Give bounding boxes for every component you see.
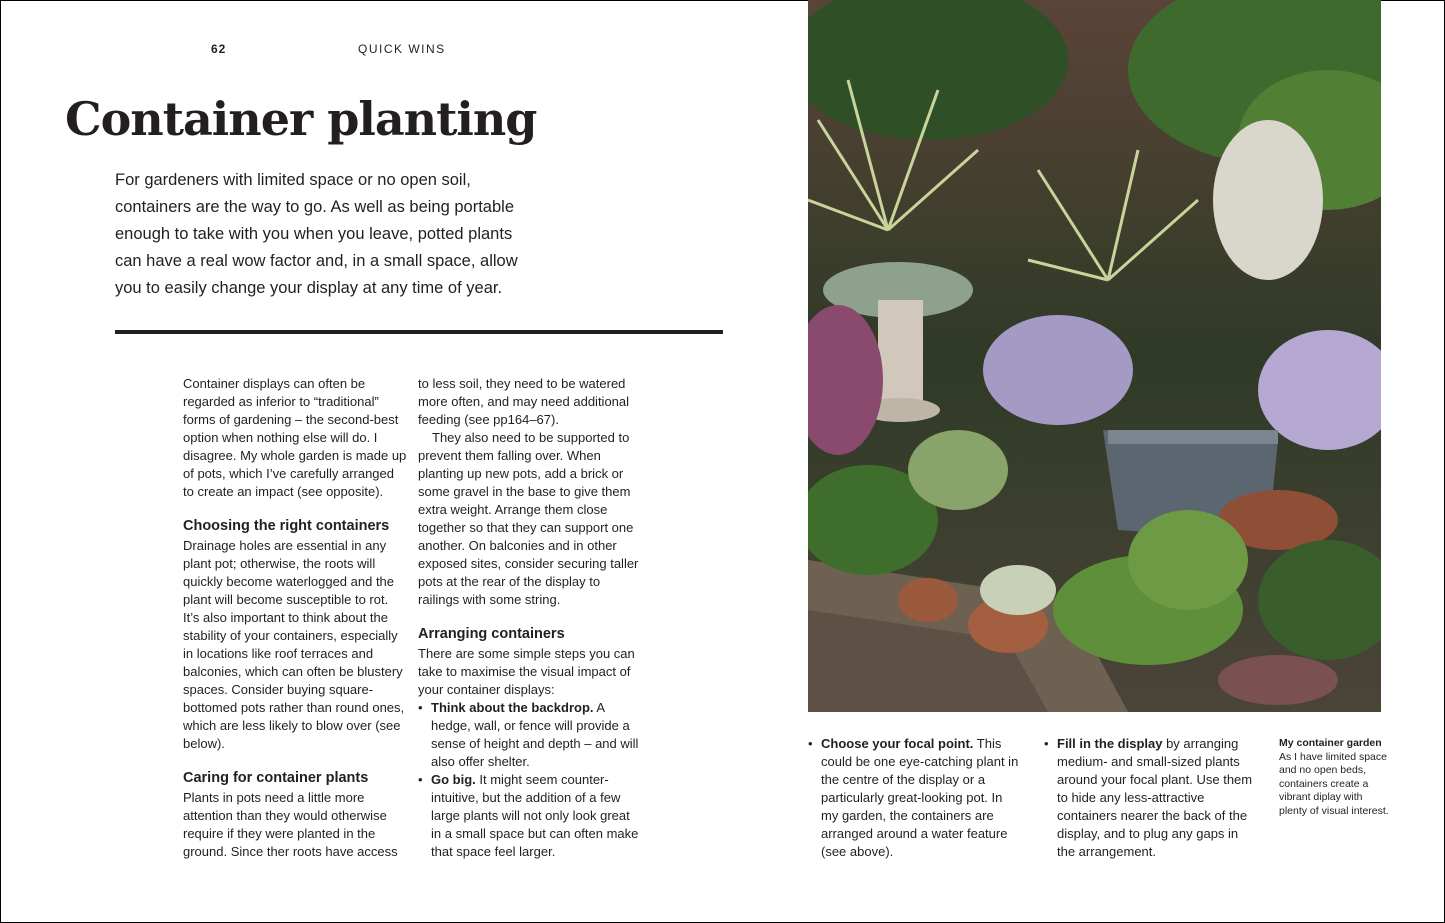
body-paragraph: There are some simple steps you can take to maximise the visual impact of your container displays:: [418, 646, 635, 697]
tips-list: [1044, 735, 1254, 861]
tips-list: [418, 699, 640, 861]
photo-notes-column-1: [808, 735, 1023, 861]
tip-text: A hedge, wall, or fence will provide a sense of height and depth – and will also offer shelter.: [431, 700, 639, 769]
tip-text: by arranging medium- and small-sized plants around your focal plant. Use them to hide any less-attractive containers nearer the back of the display, and to plug any gaps in the arrangement.: [1057, 736, 1253, 859]
tip-text: It might seem counter-intuitive, but the addition of a few large plants will not only look great in a small space but can often make that space feel larger.: [431, 772, 639, 859]
page-title: Container planting: [65, 92, 537, 146]
tip-title: Go big.: [431, 772, 476, 787]
caption-title: My container garden: [1279, 737, 1382, 749]
body-column-2: [418, 375, 640, 861]
list-item: [808, 735, 1023, 861]
tip-text: This could be one eye-catching plant in the centre of the display or a particularly great-looking pot. In my garden, the containers are arranged around a water feature (see above).: [821, 736, 1019, 859]
subheading-arranging-containers: Arranging containers: [418, 626, 565, 642]
subheading-caring-plants: Caring for container plants: [183, 770, 369, 786]
photo-notes-column-2: [1044, 735, 1254, 861]
page-number: 62: [211, 42, 227, 56]
body-column-1: [183, 375, 408, 861]
subheading-choosing-containers: Choosing the right containers: [183, 518, 390, 534]
tips-list: [808, 735, 1023, 861]
tip-title: Fill in the display: [1057, 736, 1163, 751]
list-item: [1044, 735, 1254, 861]
tip-title: Choose your focal point.: [821, 736, 974, 751]
body-paragraph: Drainage holes are essential in any plant pot; otherwise, the roots will quickly become waterlogged and the plant will become susceptible to rot. It’s also important to think about the stability of your containers, especially in locations like roof terraces and balconies, which can often be blustery spaces. Consider buying square-bottomed pots rather than round ones, which are less likely to blow over (see below).: [183, 538, 405, 751]
photo-caption: [1279, 737, 1389, 818]
list-item: [418, 699, 640, 771]
body-paragraph: to less soil, they need to be watered more often, and may need additional feeding (see pp164–67).: [418, 376, 630, 427]
list-item: [418, 771, 640, 861]
divider-rule: [115, 330, 723, 334]
tip-title: Think about the backdrop.: [431, 700, 594, 715]
garden-photo: [808, 0, 1381, 712]
body-paragraph: Container displays can often be regarded as inferior to “traditional” forms of gardening – the second-best option when nothing else will do. I disagree. My whole garden is made up of pots, which I’ve carefully arranged to create an impact (see opposite).: [183, 376, 407, 499]
intro-paragraph: For gardeners with limited space or no open soil, containers are the way to go. As well as being portable enough to take with you when you leave, potted plants can have a real wow factor and, in a small space, allow you to easily change your display at any time of year.: [115, 171, 518, 297]
body-paragraph: Plants in pots need a little more attention than they would otherwise require if they were planted in the ground. Since ther roots have access: [183, 790, 398, 859]
section-label: QUICK WINS: [358, 42, 446, 56]
caption-text: As I have limited space and no open beds, containers create a vibrant diplay with plenty of visual interest.: [1279, 750, 1389, 817]
body-paragraph: They also need to be supported to prevent them falling over. When planting up new pots, add a brick or some gravel in the base to give them extra weight. Arrange them close together so that they can support one another. On balconies and in other exposed sites, consider securing taller pots at the rear of the display to railings with some string.: [418, 430, 639, 607]
